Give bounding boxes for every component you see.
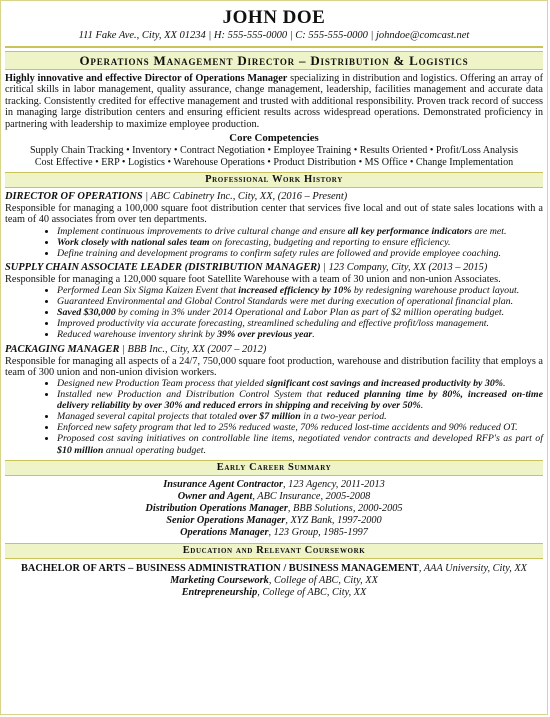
bullet-item: • Work closely with national sales team on forecasting, budgeting and reporting to ensure efficiency. <box>57 237 543 248</box>
job-org: | ABC Cabinetry Inc., City, XX, (2016 – Present) <box>142 191 348 203</box>
bullet-item: • Improved productivity via accurate forecasting, streamlined scheduling and effective profit/loss management. <box>57 318 543 329</box>
education-heading: Education and Relevant Coursework <box>5 543 543 559</box>
degree-title: BACHELOR OF ARTS – BUSINESS ADMINISTRATION / BUSINESS MANAGEMENT <box>21 562 419 574</box>
bullet-item: • Saved $30,000 by coming in 3% under 2014 Operational and Labor Plan as part of $2 million operating budget. <box>57 307 543 318</box>
job-bullets <box>5 285 543 340</box>
job-bullets <box>5 378 543 456</box>
job-bullets <box>5 226 543 259</box>
bullet-item: • Implement continuous improvements to drive cultural change and ensure all key performance indicators are met. <box>57 226 543 237</box>
early-career-item: Distribution Operations Manager, BBB Solutions, 2000-2005 <box>145 502 403 514</box>
candidate-name: JOHN DOE <box>222 7 326 28</box>
early-career-item: Senior Operations Manager, XYZ Bank, 1997-2000 <box>166 514 382 526</box>
job-role: SUPPLY CHAIN ASSOCIATE LEADER (DISTRIBUTION MANAGER) <box>5 261 321 273</box>
core-competencies-line: Cost Effective • ERP • Logistics • Warehouse Operations • Product Distribution • MS Office • Change Implementation <box>34 156 514 168</box>
bullet-item: • Define training and development programs to confirm safety rules are followed and provide employee coaching. <box>57 248 543 259</box>
core-competencies-line: Supply Chain Tracking • Inventory • Contract Negotiation • Employee Training • Results Oriented • Profit/Loss Analysis <box>29 145 519 157</box>
coursework-list <box>5 575 543 599</box>
degree-school: , AAA University, City, XX <box>418 562 527 574</box>
job-role: DIRECTOR OF OPERATIONS <box>5 191 143 203</box>
work-history-heading: Professional Work History <box>5 172 543 188</box>
job-org: | 123 Company, City, XX (2013 – 2015) <box>320 261 488 273</box>
job-title-line <box>5 262 543 274</box>
bullet-item: • Installed new Production and Distribution Control System that reduced planning time by 80%, increased on-time delivery reliability by over 30% and reduced errors in shipping and receiving by over 50%. <box>57 389 543 411</box>
job-org: | BBB Inc., City, XX (2007 – 2012) <box>119 343 267 355</box>
title-band: Operations Management Director – Distribution & Logistics <box>5 51 543 70</box>
bullet-item: • Performed Lean Six Sigma Kaizen Event that increased efficiency by 10% by redesigning warehouse product layout. <box>57 285 543 296</box>
bullet-item: • Managed several capital projects that totaled over $7 million in a two-year period. <box>57 411 543 422</box>
coursework-item: Marketing Coursework, College of ABC, City, XX <box>170 574 378 586</box>
bullet-item: • Enforced new safety program that led to 25% reduced waste, 70% reduced lost-time accidents and 90% reduced OT. <box>57 422 543 433</box>
contact-line: 111 Fake Ave., City, XX 01234 | H: 555-555-0000 | C: 555-555-0000 | johndoe@comcast.net <box>78 30 470 41</box>
bullet-item: • Proposed cost saving initiatives on controllable line items, negotiated vendor contracts and developed RFP's as part of $10 million annual operating budget. <box>57 433 543 455</box>
early-career-item: Owner and Agent, ABC Insurance, 2005-2008 <box>177 490 371 502</box>
bullet-item: • Reduced warehouse inventory shrink by 39% over previous year. <box>57 329 543 340</box>
bullet-item: • Guaranteed Environmental and Global Control Standards were met during execution of operational financial plan. <box>57 296 543 307</box>
header-divider <box>5 46 543 48</box>
job-title-line <box>5 344 543 356</box>
summary-lead: Highly innovative and effective Director of Operations Manager <box>5 73 288 84</box>
job-description: Responsible for managing a 120,000 square foot Satellite Warehouse with a team of 30 union and non-union Associates. <box>5 273 501 285</box>
degree-line <box>5 562 543 575</box>
summary-paragraph <box>5 73 543 130</box>
early-career-heading: Early Career Summary <box>5 460 543 476</box>
bullet-item: • Designed new Production Team process that yielded significant cost savings and increased productivity by 30%. <box>57 378 543 389</box>
job-description: Responsible for managing all aspects of a 24/7, 750,000 square foot production, warehouse and distribution facility that employs a team of 300 union and non-union division workers. <box>5 355 543 378</box>
summary-text: specializing in distribution and logistics. Offering an array of critical skills in labor management, quality assurance, change management, leadership, facilities management and accurate data tracking. Consistently credited for effective management and trusted with additional responsibility. Proven track record of success in managing large distribution centers and ensuring efficient results across widespread operations. Demonstrated proficiency in partnering with leadership to maximize employee production. <box>5 73 544 130</box>
early-career-item: Insurance Agent Contractor, 123 Agency, 2011-2013 <box>163 478 385 490</box>
job-description: Responsible for managing a 100,000 square foot distribution center that services five local and out of state sales locations with a team of 40 associates from over ten departments. <box>5 203 543 226</box>
early-career-item: Operations Manager, 123 Group, 1985-1997 <box>180 526 368 538</box>
coursework-item: Entrepreneurship, College of ABC, City, XX <box>181 586 367 598</box>
core-competencies-heading: Core Competencies <box>229 132 319 145</box>
job-title-line <box>5 191 543 203</box>
early-career-list <box>5 479 543 539</box>
job-role: PACKAGING MANAGER <box>5 343 120 355</box>
